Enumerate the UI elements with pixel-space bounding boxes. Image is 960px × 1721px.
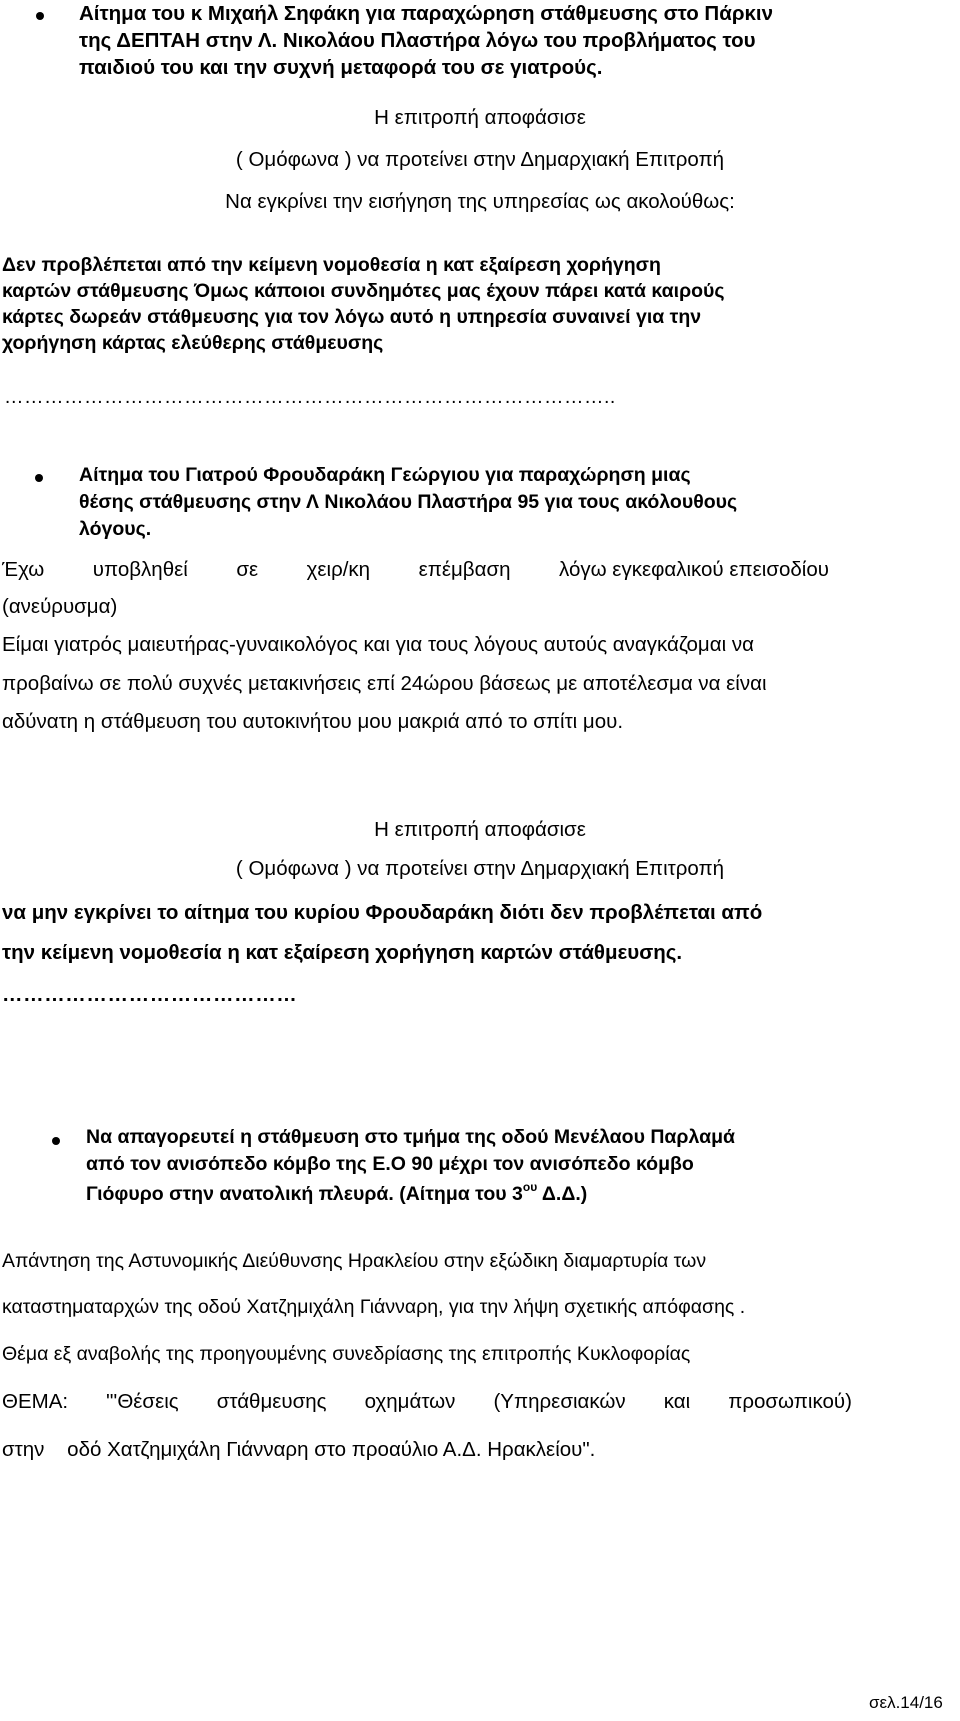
decision1-line2: ( Ομόφωνα ) να προτείνει στην Δημαρχιακή Επιτροπή (235, 148, 725, 171)
answer-line3: Θέμα εξ αναβολής της προηγουμένης συνεδρίασης της επιτροπής Κυκλοφορίας (2, 1343, 691, 1365)
theme-last-line: στην οδό Χατζημιχάλη Γιάνναρη στο προαύλιο Α.Δ. Ηρακλείου". (2, 1438, 596, 1461)
item2-body-4: προβαίνω σε πολύ συχνές μετακινήσεις επί 24ώρου βάσεως με αποτέλεσμα να είναι (2, 672, 767, 695)
decision2-line2: ( Ομόφωνα ) να προτείνει στην Δημαρχιακή Επιτροπή (235, 857, 725, 880)
word: σε (236, 558, 259, 581)
word: οχημάτων (364, 1390, 456, 1413)
word: προσωπικού) (728, 1390, 852, 1413)
decision1-body-4: χορήγηση κάρτας ελεύθερης στάθμευσης (2, 332, 384, 354)
word: Έχω (2, 558, 45, 581)
decision1-dots: ……………………………………………………………………………….. (4, 386, 616, 408)
bullet-point (52, 1137, 60, 1145)
ordinal-superscript: ου (522, 1180, 538, 1194)
item2-body-5: αδύνατη η στάθμευση του αυτοκινήτου μου μακριά από το σπίτι μου. (2, 710, 624, 733)
answer-line2: καταστηματαρχών της οδού Χατζημιχάλη Γιάνναρη, για την λήψη σχετικής απόφασης . (2, 1296, 746, 1318)
word: χειρ/κη (306, 558, 371, 581)
item1-line3: παιδιού του και την συχνή μεταφορά του σε γιατρούς. (79, 56, 603, 79)
word: (Υπηρεσιακών (493, 1390, 626, 1413)
item2-body-line1 (2, 558, 829, 582)
decision1-line3: Να εγκρίνει την εισήγηση της υπηρεσίας ως ακολούθως: (225, 190, 735, 213)
item2-line3: λόγους. (79, 518, 152, 540)
item2-line1: Αίτημα του Γιατρού Φρουδαράκη Γεώργιου για παραχώρηση μιας (79, 464, 691, 486)
decision1-body-3: κάρτες δωρεάν στάθμευσης για τον λόγω αυτό η υπηρεσία συναινεί για την (2, 306, 702, 328)
item3-line3-end: Δ.Δ.) (537, 1183, 588, 1205)
word: ΘΕΜΑ: (2, 1390, 69, 1413)
word: και (663, 1390, 691, 1413)
decision2-dots: …………………………………… (2, 983, 298, 1006)
decision2-body-2: την κείμενη νομοθεσία η κατ εξαίρεση χορήγηση καρτών στάθμευσης. (2, 941, 683, 964)
word: "'Θέσεις (106, 1390, 179, 1413)
word: επέμβαση (418, 558, 511, 581)
decision1-body-2: καρτών στάθμευσης Όμως κάποιοι συνδημότες μας έχουν πάρει κατά καιρούς (2, 280, 725, 302)
item3-line3-text: Γιόφυρο στην ανατολική πλευρά. (Αίτημα του 3 (86, 1183, 523, 1205)
item2-body-3: Είμαι γιατρός μαιευτήρας-γυναικολόγος και για τους λόγους αυτούς αναγκάζομαι να (2, 633, 754, 656)
item2-line2: θέσης στάθμευσης στην Λ Νικολάου Πλαστήρα 95 για τους ακόλουθους (79, 491, 738, 513)
item2-body-2: (ανεύρυσμα) (2, 595, 118, 618)
decision1-title: Η επιτροπή αποφάσισε (374, 106, 586, 129)
decision2-body-1: να μην εγκρίνει το αίτημα του κυρίου Φρουδαράκη διότι δεν προβλέπεται από (2, 901, 763, 924)
decision1-body-1: Δεν προβλέπεται από την κείμενη νομοθεσία η κατ εξαίρεση χορήγηση (2, 254, 661, 276)
page-number: σελ.14/16 (869, 1693, 943, 1712)
item3-line2: από τον ανισόπεδο κόμβο της Ε.Ο 90 μέχρι τον ανισόπεδο κόμβο (86, 1153, 694, 1175)
item3-line3 (86, 1180, 587, 1206)
item3-line1: Να απαγορευτεί η στάθμευση στο τμήμα της οδού Μενέλαου Παρλαμά (86, 1126, 735, 1148)
item1-line2: της ΔΕΠΤΑΗ στην Λ. Νικολάου Πλαστήρα λόγω του προβλήματος του (79, 29, 756, 52)
bullet-point (35, 474, 43, 482)
answer-line1: Απάντηση της Αστυνομικής Διεύθυνσης Ηρακλείου στην εξώδικη διαμαρτυρία των (2, 1250, 707, 1272)
item1-line1: Αίτημα του κ Μιχαήλ Σηφάκη για παραχώρηση στάθμευσης στο Πάρκιν (79, 2, 774, 25)
word: υποβληθεί (92, 558, 188, 581)
word: στάθμευσης (216, 1390, 327, 1413)
decision2-title: Η επιτροπή αποφάσισε (374, 818, 586, 841)
theme-line (2, 1390, 852, 1414)
word: λόγω εγκεφαλικού επεισοδίου (559, 558, 829, 581)
bullet-point (36, 12, 44, 20)
